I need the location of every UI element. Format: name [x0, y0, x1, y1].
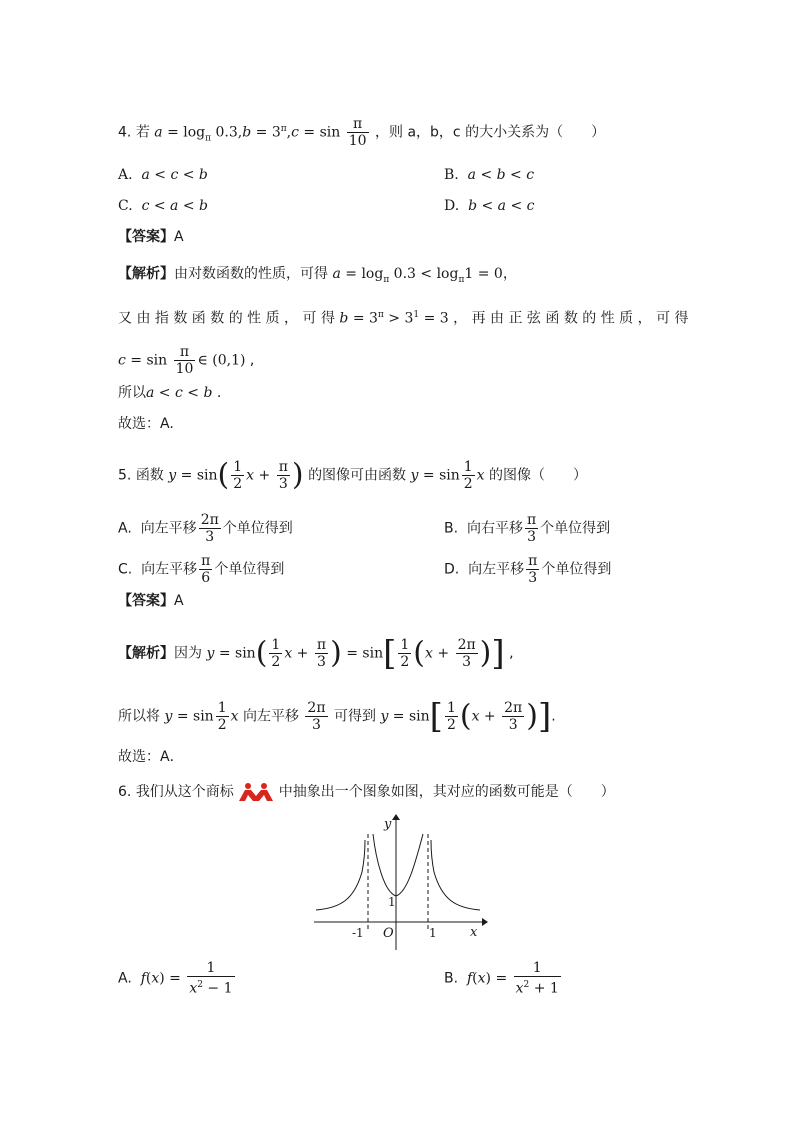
q5-option-a[interactable]: A. 向左平移 $\frac{2\pi}{3}$ 个单位得到 — [118, 512, 293, 545]
q5-option-d[interactable]: D. 向左平移 $\frac{\pi}{3}$ 个单位得到 — [444, 553, 612, 586]
q6-option-b[interactable]: B. f(x) = $\frac{1}{x^2 + 1}$ — [444, 960, 559, 997]
q5-analysis-2: 所以将 y = sin $\frac{1}{2}$ x 向左平移 $\frac{2\pi}{3}$ 可得到 y = sin[ $\frac{1}{2}$ (x + $\frac{2\pi}{3}$ )]. — [118, 696, 556, 737]
tick-label-y1: 1 — [388, 895, 396, 909]
q6-stem: 6. 我们从这个商标 中抽象出一个图象如图，其对应的函数可能是（ ） — [118, 784, 615, 800]
q4-answer: 【答案】A — [118, 229, 184, 245]
q4-option-a[interactable]: A. a < c < b — [118, 167, 208, 183]
q5-option-c[interactable]: C. 向左平移 $\frac{\pi}{6}$ 个单位得到 — [118, 553, 285, 586]
kappa-logo-icon — [238, 782, 274, 802]
y-axis-label: y — [384, 817, 392, 832]
curve-right-branch — [431, 840, 480, 910]
function-graph — [310, 812, 490, 952]
curve-middle-branch — [373, 834, 423, 896]
q5-stem: 5. 函数 y = sin( $\frac{1}{2}$ x + $\frac{\pi}{3}$ ) 的图像可由函数 y = sin $\frac{1}{2}$ x 的图像（ ） — [118, 457, 588, 493]
curve-left-branch — [316, 840, 365, 910]
q5-answer: 【答案】A — [118, 593, 184, 609]
q4-option-d[interactable]: D. b < a < c — [444, 198, 535, 214]
q4-stem: 4. 若 $a = \log_\pi 0.3,b = 3^\pi,c = \sin$ $\frac{\pi}{10}$ ，则 a，b，c 的大小关系为（ ） — [118, 116, 606, 149]
y-axis-arrow-icon — [392, 814, 400, 820]
q4-analysis-2: 又 由 指 数 函 数 的 性 质 ， 可 得 $b = 3^\pi > 3^1 = 3$ ， 再 由 正 弦 函 数 的 性 质 ， 可 得 — [118, 310, 689, 327]
tick-label-pos1: 1 — [429, 926, 437, 940]
q6-option-a[interactable]: A. f(x) = $\frac{1}{x^2 - 1}$ — [118, 960, 233, 997]
q4-analysis-4: 所以a < c < b . — [118, 385, 222, 401]
q5-choice: 故选：A． — [118, 749, 184, 765]
q4-choice: 故选：A. — [118, 416, 174, 432]
q4-option-c[interactable]: C. c < a < b — [118, 198, 208, 214]
x-axis-label: x — [470, 925, 478, 940]
tick-label-neg1: -1 — [352, 926, 364, 940]
q5-option-b[interactable]: B. 向右平移 $\frac{\pi}{3}$ 个单位得到 — [444, 512, 611, 545]
q5-analysis-1: 【解析】因为 y = sin( $\frac{1}{2}$ x + $\frac{\pi}{3}$ ) = sin[ $\frac{1}{2}$ (x + $\frac{2\pi}{3}$ )] , — [118, 633, 514, 674]
origin-label: O — [383, 926, 394, 941]
q4-analysis-3: c = sin $\frac{\pi}{10}$ ∈ (0,1) , — [118, 344, 255, 377]
x-axis-arrow-icon — [482, 918, 488, 926]
q4-analysis-1: 【解析】由对数函数的性质，可得 $a = \log_\pi 0.3 < \log_\pi 1 = 0$， — [118, 266, 517, 285]
q4-option-b[interactable]: B. a < b < c — [444, 167, 535, 183]
